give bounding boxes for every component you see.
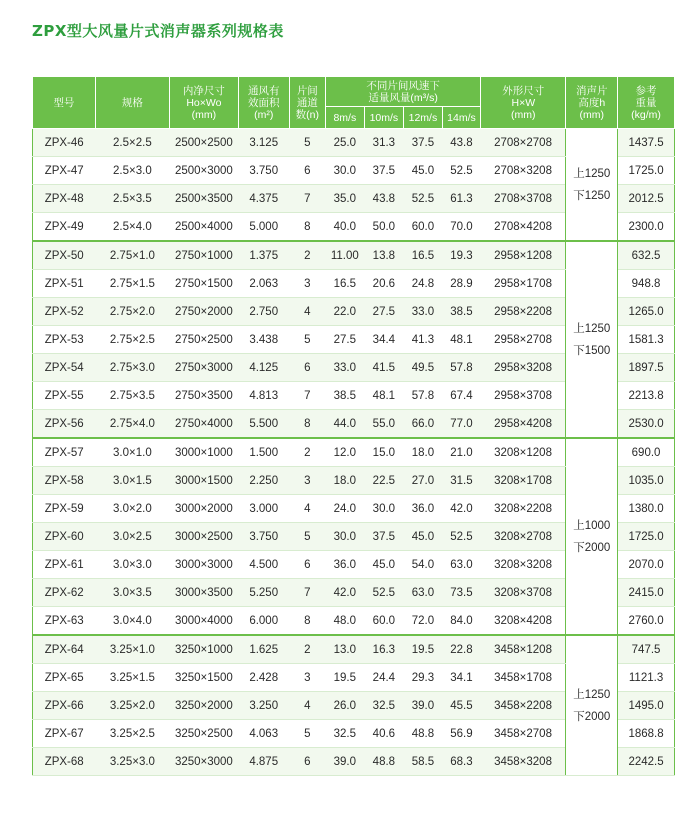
cell-flow-14: 31.5	[442, 467, 481, 495]
cell-spec: 3.0×3.0	[95, 551, 169, 579]
cell-model: ZPX-54	[33, 354, 96, 382]
cell-height-range: 上1250 下2000	[566, 635, 618, 776]
cell-model: ZPX-53	[33, 326, 96, 354]
cell-weight: 1495.0	[618, 692, 675, 720]
cell-weight: 2242.5	[618, 748, 675, 776]
cell-spec: 2.75×2.5	[95, 326, 169, 354]
cell-channels: 2	[289, 438, 326, 467]
table-header	[33, 77, 675, 129]
cell-weight: 2070.0	[618, 551, 675, 579]
cell-flow-8: 24.0	[326, 495, 365, 523]
cell-spec: 2.5×4.0	[95, 213, 169, 242]
cell-flow-8: 30.0	[326, 523, 365, 551]
cell-area: 1.625	[238, 635, 289, 664]
cell-flow-10: 24.4	[364, 664, 404, 692]
cell-flow-8: 27.5	[326, 326, 365, 354]
cell-outer-size: 2958×3208	[481, 354, 566, 382]
cell-flow-12: 41.3	[404, 326, 443, 354]
cell-spec: 2.75×1.0	[95, 241, 169, 270]
cell-flow-14: 70.0	[442, 213, 481, 242]
cell-inner-size: 3250×3000	[169, 748, 238, 776]
cell-flow-8: 36.0	[326, 551, 365, 579]
cell-weight: 948.8	[618, 270, 675, 298]
cell-area: 3.750	[238, 157, 289, 185]
cell-flow-10: 20.6	[364, 270, 404, 298]
cell-flow-12: 54.0	[404, 551, 443, 579]
cell-weight: 1437.5	[618, 129, 675, 157]
cell-channels: 7	[289, 382, 326, 410]
header-outer-size: 外形尺寸 H×W (mm)	[481, 77, 566, 129]
cell-inner-size: 2500×3000	[169, 157, 238, 185]
cell-flow-10: 52.5	[364, 579, 404, 607]
cell-flow-12: 39.0	[404, 692, 443, 720]
cell-spec: 3.25×2.0	[95, 692, 169, 720]
cell-flow-10: 15.0	[364, 438, 404, 467]
cell-weight: 2213.8	[618, 382, 675, 410]
cell-outer-size: 3208×2208	[481, 495, 566, 523]
cell-weight: 2300.0	[618, 213, 675, 242]
cell-outer-size: 3458×2208	[481, 692, 566, 720]
cell-outer-size: 3458×2708	[481, 720, 566, 748]
cell-spec: 2.5×3.0	[95, 157, 169, 185]
cell-area: 3.000	[238, 495, 289, 523]
header-weight: 参考 重量 (kg/m)	[618, 77, 675, 129]
table-row	[33, 129, 675, 157]
cell-inner-size: 3250×2000	[169, 692, 238, 720]
cell-flow-10: 43.8	[364, 185, 404, 213]
cell-model: ZPX-68	[33, 748, 96, 776]
cell-weight: 632.5	[618, 241, 675, 270]
cell-inner-size: 2750×4000	[169, 410, 238, 439]
cell-weight: 1581.3	[618, 326, 675, 354]
cell-flow-14: 57.8	[442, 354, 481, 382]
cell-flow-8: 19.5	[326, 664, 365, 692]
cell-flow-12: 19.5	[404, 635, 443, 664]
cell-inner-size: 2750×1000	[169, 241, 238, 270]
cell-inner-size: 3250×1500	[169, 664, 238, 692]
cell-weight: 1725.0	[618, 157, 675, 185]
cell-flow-14: 38.5	[442, 298, 481, 326]
cell-flow-14: 67.4	[442, 382, 481, 410]
cell-flow-12: 63.0	[404, 579, 443, 607]
cell-outer-size: 3208×3208	[481, 551, 566, 579]
cell-area: 4.813	[238, 382, 289, 410]
cell-inner-size: 2500×2500	[169, 129, 238, 157]
cell-area: 4.500	[238, 551, 289, 579]
cell-channels: 4	[289, 495, 326, 523]
cell-channels: 2	[289, 241, 326, 270]
table-row	[33, 635, 675, 664]
cell-channels: 7	[289, 579, 326, 607]
cell-outer-size: 3208×4208	[481, 607, 566, 636]
cell-spec: 2.75×4.0	[95, 410, 169, 439]
header-spec: 规格	[95, 77, 169, 129]
cell-spec: 3.25×3.0	[95, 748, 169, 776]
cell-flow-14: 48.1	[442, 326, 481, 354]
cell-channels: 8	[289, 410, 326, 439]
cell-channels: 3	[289, 270, 326, 298]
cell-model: ZPX-46	[33, 129, 96, 157]
cell-spec: 3.25×1.5	[95, 664, 169, 692]
cell-flow-14: 77.0	[442, 410, 481, 439]
cell-flow-8: 16.5	[326, 270, 365, 298]
cell-flow-8: 40.0	[326, 213, 365, 242]
cell-outer-size: 3208×1708	[481, 467, 566, 495]
cell-area: 2.750	[238, 298, 289, 326]
cell-weight: 1897.5	[618, 354, 675, 382]
cell-spec: 3.0×2.5	[95, 523, 169, 551]
cell-channels: 5	[289, 523, 326, 551]
cell-spec: 2.5×3.5	[95, 185, 169, 213]
cell-spec: 2.75×3.0	[95, 354, 169, 382]
cell-spec: 3.0×2.0	[95, 495, 169, 523]
cell-flow-8: 42.0	[326, 579, 365, 607]
cell-flow-14: 73.5	[442, 579, 481, 607]
cell-flow-10: 31.3	[364, 129, 404, 157]
cell-flow-8: 44.0	[326, 410, 365, 439]
cell-flow-14: 52.5	[442, 523, 481, 551]
cell-outer-size: 2708×4208	[481, 213, 566, 242]
cell-spec: 3.0×1.5	[95, 467, 169, 495]
cell-flow-10: 37.5	[364, 523, 404, 551]
table-row	[33, 241, 675, 270]
cell-flow-10: 45.0	[364, 551, 404, 579]
cell-area: 6.000	[238, 607, 289, 636]
cell-weight: 1035.0	[618, 467, 675, 495]
cell-model: ZPX-65	[33, 664, 96, 692]
cell-flow-12: 60.0	[404, 213, 443, 242]
cell-flow-8: 38.5	[326, 382, 365, 410]
cell-model: ZPX-67	[33, 720, 96, 748]
header-speed-14: 14m/s	[442, 107, 481, 129]
cell-outer-size: 2708×2708	[481, 129, 566, 157]
cell-inner-size: 2750×3500	[169, 382, 238, 410]
cell-flow-8: 30.0	[326, 157, 365, 185]
cell-model: ZPX-49	[33, 213, 96, 242]
cell-weight: 2760.0	[618, 607, 675, 636]
cell-flow-12: 49.5	[404, 354, 443, 382]
cell-model: ZPX-62	[33, 579, 96, 607]
cell-area: 3.438	[238, 326, 289, 354]
cell-inner-size: 3000×3500	[169, 579, 238, 607]
table-body	[33, 129, 675, 776]
cell-inner-size: 3000×2000	[169, 495, 238, 523]
cell-flow-12: 18.0	[404, 438, 443, 467]
cell-flow-12: 27.0	[404, 467, 443, 495]
cell-weight: 2012.5	[618, 185, 675, 213]
cell-flow-14: 84.0	[442, 607, 481, 636]
cell-flow-14: 68.3	[442, 748, 481, 776]
cell-weight: 1868.8	[618, 720, 675, 748]
cell-outer-size: 3208×2708	[481, 523, 566, 551]
cell-flow-10: 22.5	[364, 467, 404, 495]
cell-spec: 3.0×1.0	[95, 438, 169, 467]
cell-inner-size: 3000×4000	[169, 607, 238, 636]
cell-spec: 3.25×2.5	[95, 720, 169, 748]
cell-flow-12: 48.8	[404, 720, 443, 748]
cell-outer-size: 3208×1208	[481, 438, 566, 467]
cell-flow-10: 48.8	[364, 748, 404, 776]
cell-flow-12: 52.5	[404, 185, 443, 213]
cell-outer-size: 2958×2208	[481, 298, 566, 326]
cell-channels: 5	[289, 129, 326, 157]
cell-flow-8: 22.0	[326, 298, 365, 326]
cell-flow-10: 50.0	[364, 213, 404, 242]
cell-spec: 3.0×4.0	[95, 607, 169, 636]
cell-flow-12: 16.5	[404, 241, 443, 270]
cell-flow-14: 22.8	[442, 635, 481, 664]
cell-channels: 5	[289, 326, 326, 354]
cell-flow-14: 52.5	[442, 157, 481, 185]
header-inner-size: 内净尺寸 Ho×Wo (mm)	[169, 77, 238, 129]
cell-flow-8: 25.0	[326, 129, 365, 157]
cell-flow-12: 57.8	[404, 382, 443, 410]
cell-spec: 2.75×2.0	[95, 298, 169, 326]
cell-height-range: 上1250 下1500	[566, 241, 618, 438]
cell-spec: 2.75×1.5	[95, 270, 169, 298]
cell-inner-size: 3000×1500	[169, 467, 238, 495]
spec-table	[32, 76, 675, 776]
cell-flow-14: 42.0	[442, 495, 481, 523]
cell-outer-size: 2958×4208	[481, 410, 566, 439]
cell-flow-10: 16.3	[364, 635, 404, 664]
cell-spec: 3.25×1.0	[95, 635, 169, 664]
cell-flow-8: 35.0	[326, 185, 365, 213]
cell-spec: 2.75×3.5	[95, 382, 169, 410]
cell-model: ZPX-64	[33, 635, 96, 664]
cell-flow-8: 48.0	[326, 607, 365, 636]
header-channels: 片间 通道 数(n)	[289, 77, 326, 129]
cell-model: ZPX-55	[33, 382, 96, 410]
cell-flow-14: 61.3	[442, 185, 481, 213]
cell-outer-size: 2958×3708	[481, 382, 566, 410]
cell-model: ZPX-47	[33, 157, 96, 185]
cell-channels: 4	[289, 692, 326, 720]
cell-channels: 3	[289, 664, 326, 692]
cell-inner-size: 3250×2500	[169, 720, 238, 748]
header-speed-10: 10m/s	[364, 107, 404, 129]
cell-inner-size: 2750×2500	[169, 326, 238, 354]
cell-flow-10: 13.8	[364, 241, 404, 270]
cell-channels: 6	[289, 157, 326, 185]
cell-area: 2.250	[238, 467, 289, 495]
cell-outer-size: 2708×3208	[481, 157, 566, 185]
cell-outer-size: 3208×3708	[481, 579, 566, 607]
page-title: ZPX型大风量片式消声器系列规格表	[32, 22, 284, 40]
cell-flow-10: 55.0	[364, 410, 404, 439]
cell-flow-12: 45.0	[404, 523, 443, 551]
cell-flow-8: 39.0	[326, 748, 365, 776]
cell-outer-size: 2958×1708	[481, 270, 566, 298]
header-model: 型号	[33, 77, 96, 129]
cell-area: 1.375	[238, 241, 289, 270]
cell-outer-size: 2708×3708	[481, 185, 566, 213]
cell-inner-size: 2750×2000	[169, 298, 238, 326]
cell-model: ZPX-58	[33, 467, 96, 495]
cell-flow-14: 56.9	[442, 720, 481, 748]
cell-flow-8: 12.0	[326, 438, 365, 467]
cell-inner-size: 2500×4000	[169, 213, 238, 242]
cell-channels: 6	[289, 748, 326, 776]
cell-flow-10: 41.5	[364, 354, 404, 382]
cell-height-range: 上1000 下2000	[566, 438, 618, 635]
cell-channels: 8	[289, 213, 326, 242]
cell-channels: 6	[289, 354, 326, 382]
cell-channels: 5	[289, 720, 326, 748]
cell-weight: 690.0	[618, 438, 675, 467]
cell-flow-10: 48.1	[364, 382, 404, 410]
cell-area: 5.250	[238, 579, 289, 607]
cell-inner-size: 2750×3000	[169, 354, 238, 382]
cell-area: 4.875	[238, 748, 289, 776]
cell-inner-size: 3250×1000	[169, 635, 238, 664]
cell-flow-10: 30.0	[364, 495, 404, 523]
cell-flow-12: 29.3	[404, 664, 443, 692]
cell-inner-size: 2500×3500	[169, 185, 238, 213]
cell-model: ZPX-51	[33, 270, 96, 298]
cell-flow-14: 63.0	[442, 551, 481, 579]
header-area: 通风有 效面积 (m²)	[238, 77, 289, 129]
cell-flow-8: 33.0	[326, 354, 365, 382]
cell-area: 3.750	[238, 523, 289, 551]
cell-flow-12: 66.0	[404, 410, 443, 439]
table-row	[33, 438, 675, 467]
cell-model: ZPX-59	[33, 495, 96, 523]
cell-flow-12: 33.0	[404, 298, 443, 326]
cell-area: 4.375	[238, 185, 289, 213]
cell-outer-size: 3458×1208	[481, 635, 566, 664]
cell-flow-12: 58.5	[404, 748, 443, 776]
cell-weight: 747.5	[618, 635, 675, 664]
cell-model: ZPX-57	[33, 438, 96, 467]
header-speed-12: 12m/s	[404, 107, 443, 129]
cell-flow-14: 19.3	[442, 241, 481, 270]
cell-flow-10: 32.5	[364, 692, 404, 720]
cell-model: ZPX-56	[33, 410, 96, 439]
cell-flow-14: 43.8	[442, 129, 481, 157]
cell-area: 3.125	[238, 129, 289, 157]
cell-channels: 6	[289, 551, 326, 579]
cell-area: 3.250	[238, 692, 289, 720]
cell-inner-size: 2750×1500	[169, 270, 238, 298]
cell-weight: 1725.0	[618, 523, 675, 551]
cell-height-range: 上1250 下1250	[566, 129, 618, 242]
header-airflow: 不同片间风速下 适量风量(m³/s)	[326, 77, 481, 107]
cell-model: ZPX-52	[33, 298, 96, 326]
cell-inner-size: 3000×3000	[169, 551, 238, 579]
cell-spec: 3.0×3.5	[95, 579, 169, 607]
cell-outer-size: 3458×1708	[481, 664, 566, 692]
cell-flow-14: 28.9	[442, 270, 481, 298]
cell-area: 1.500	[238, 438, 289, 467]
cell-flow-8: 26.0	[326, 692, 365, 720]
cell-flow-14: 34.1	[442, 664, 481, 692]
cell-flow-8: 32.5	[326, 720, 365, 748]
cell-channels: 8	[289, 607, 326, 636]
cell-flow-10: 27.5	[364, 298, 404, 326]
cell-area: 2.428	[238, 664, 289, 692]
cell-flow-8: 11.00	[326, 241, 365, 270]
cell-flow-10: 60.0	[364, 607, 404, 636]
cell-area: 4.125	[238, 354, 289, 382]
cell-weight: 2530.0	[618, 410, 675, 439]
cell-model: ZPX-50	[33, 241, 96, 270]
cell-flow-10: 37.5	[364, 157, 404, 185]
cell-area: 5.500	[238, 410, 289, 439]
header-height: 消声片 高度h (mm)	[566, 77, 618, 129]
cell-channels: 7	[289, 185, 326, 213]
cell-model: ZPX-66	[33, 692, 96, 720]
cell-weight: 1380.0	[618, 495, 675, 523]
cell-flow-12: 36.0	[404, 495, 443, 523]
cell-model: ZPX-61	[33, 551, 96, 579]
cell-model: ZPX-60	[33, 523, 96, 551]
cell-inner-size: 3000×1000	[169, 438, 238, 467]
cell-model: ZPX-63	[33, 607, 96, 636]
cell-channels: 2	[289, 635, 326, 664]
cell-flow-12: 24.8	[404, 270, 443, 298]
header-speed-8: 8m/s	[326, 107, 365, 129]
cell-model: ZPX-48	[33, 185, 96, 213]
cell-flow-10: 40.6	[364, 720, 404, 748]
cell-flow-14: 21.0	[442, 438, 481, 467]
cell-flow-12: 45.0	[404, 157, 443, 185]
cell-area: 2.063	[238, 270, 289, 298]
cell-weight: 1265.0	[618, 298, 675, 326]
cell-outer-size: 2958×1208	[481, 241, 566, 270]
cell-flow-8: 13.0	[326, 635, 365, 664]
cell-outer-size: 3458×3208	[481, 748, 566, 776]
cell-flow-12: 37.5	[404, 129, 443, 157]
cell-flow-14: 45.5	[442, 692, 481, 720]
cell-weight: 2415.0	[618, 579, 675, 607]
cell-channels: 4	[289, 298, 326, 326]
cell-inner-size: 3000×2500	[169, 523, 238, 551]
cell-flow-12: 72.0	[404, 607, 443, 636]
cell-area: 4.063	[238, 720, 289, 748]
cell-outer-size: 2958×2708	[481, 326, 566, 354]
cell-flow-10: 34.4	[364, 326, 404, 354]
cell-spec: 2.5×2.5	[95, 129, 169, 157]
cell-area: 5.000	[238, 213, 289, 242]
cell-weight: 1121.3	[618, 664, 675, 692]
cell-flow-8: 18.0	[326, 467, 365, 495]
cell-channels: 3	[289, 467, 326, 495]
